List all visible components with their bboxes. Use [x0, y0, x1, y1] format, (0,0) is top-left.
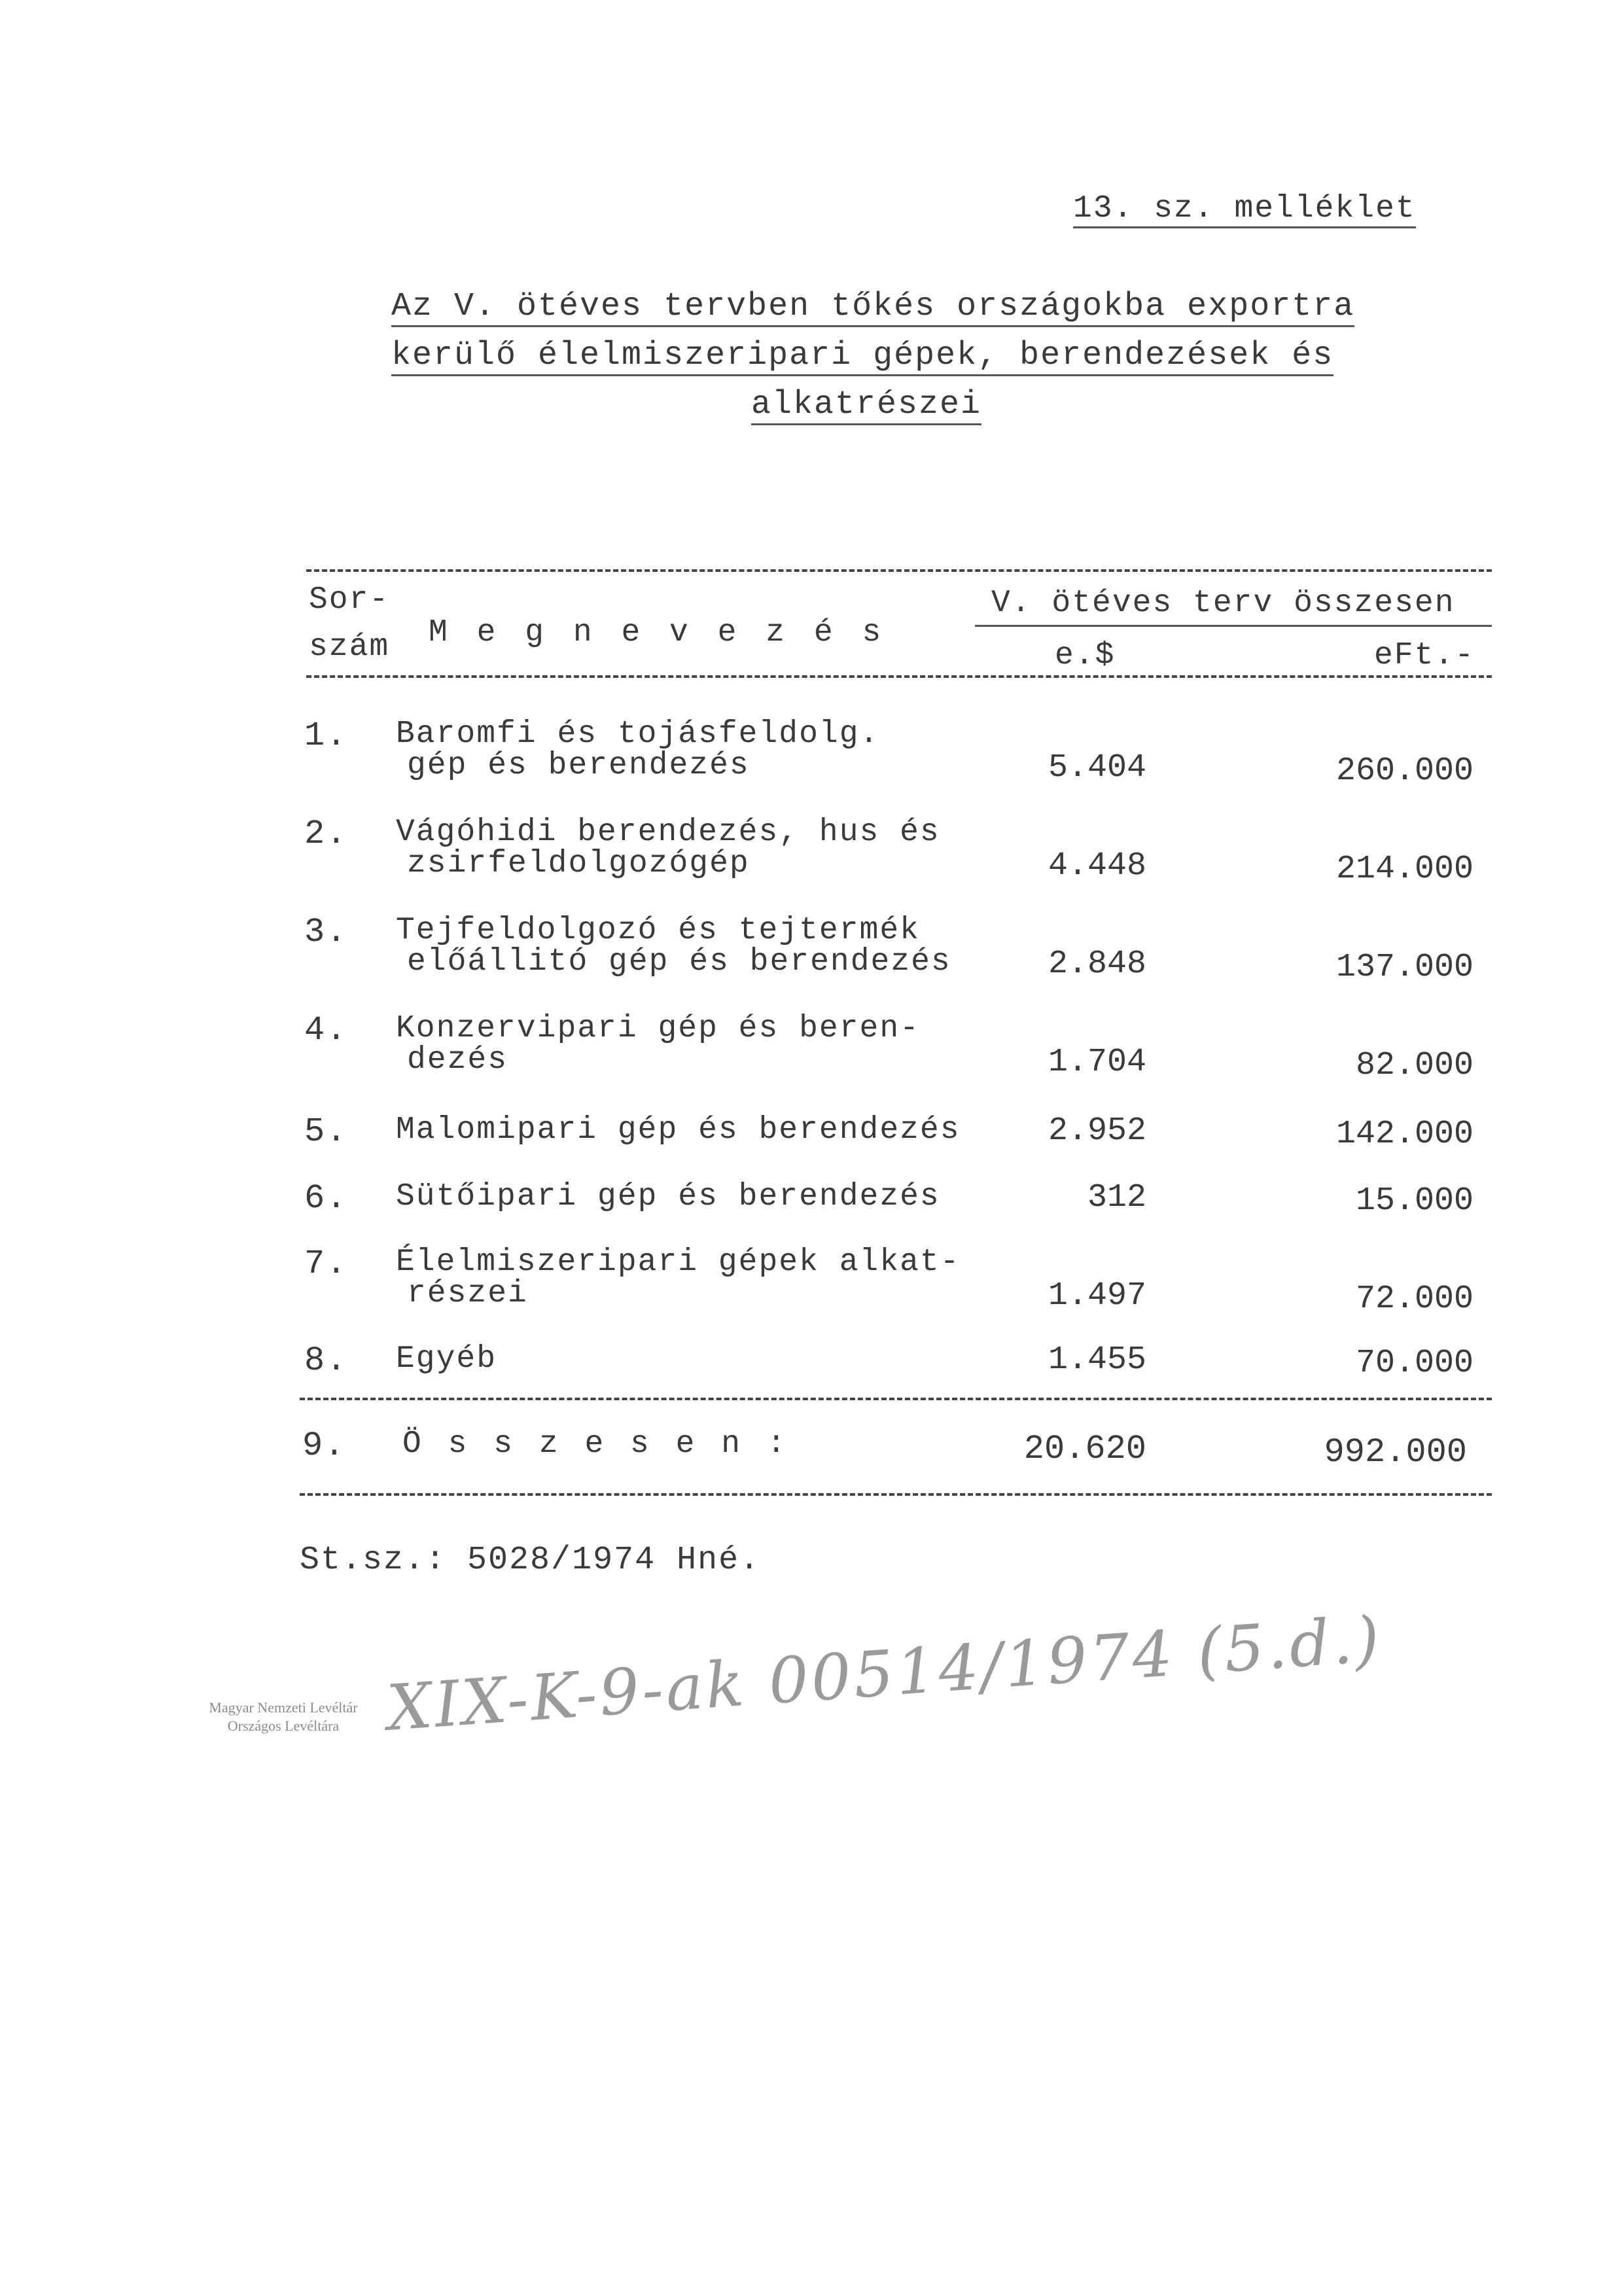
header-szam: szám: [309, 629, 390, 665]
row-eft: 260.000: [1335, 752, 1474, 790]
handwritten-signature: XIX-K-9-ak 00514/1974 (5.d.): [385, 1602, 1385, 1745]
row-usd: 2.952: [1048, 1112, 1146, 1150]
row-name: Élelmiszeripari gépek alkat-: [396, 1245, 961, 1280]
row-name-continued: előállitó gép és berendezés: [407, 944, 951, 980]
table-bottom-rule: [300, 1493, 1492, 1496]
row-number: 4.: [304, 1011, 348, 1050]
attachment-label: 13. sz. melléklet: [1073, 191, 1416, 228]
row-name: Konzervipari gép és beren-: [396, 1011, 920, 1046]
row-eft: 72.000: [1355, 1280, 1474, 1318]
title-line-3: alkatrészei: [751, 386, 981, 425]
title-line-1: Az V. ötéves tervben tőkés országokba exportra: [391, 288, 1354, 327]
header-col-usd: e.$: [1055, 638, 1116, 673]
header-group: V. ötéves terv összesen: [991, 586, 1455, 621]
row-name-continued: zsirfeldolgozógép: [407, 846, 750, 881]
row-name-continued: részei: [407, 1276, 528, 1311]
total-eft: 992.000: [1324, 1433, 1467, 1472]
row-number: 6.: [304, 1179, 348, 1218]
row-eft: 214.000: [1335, 851, 1474, 888]
row-name: Tejfeldolgozó és tejtermék: [396, 913, 920, 948]
header-col-eft: eFt.-: [1374, 638, 1475, 673]
total-top-rule: [300, 1398, 1492, 1400]
row-number: 8.: [304, 1341, 348, 1380]
row-name-continued: dezés: [407, 1042, 508, 1078]
row-usd: 2.848: [1048, 945, 1146, 983]
row-name: Sütőipari gép és berendezés: [396, 1179, 940, 1214]
title-line-2: kerülő élelmiszeripari gépek, berendezések és: [391, 337, 1333, 376]
header-bottom-rule: [306, 675, 1492, 678]
table-top-rule: [306, 569, 1492, 572]
archive-stamp: [175, 1699, 391, 1735]
row-usd: 5.404: [1048, 749, 1146, 786]
reference-number: St.sz.: 5028/1974 Hné.: [300, 1542, 761, 1579]
row-name: Baromfi és tojásfeldolg.: [396, 716, 880, 752]
row-usd: 1.497: [1048, 1277, 1146, 1315]
row-usd: 312: [1087, 1179, 1146, 1216]
row-number: 7.: [304, 1245, 348, 1283]
archive-stamp-line-2: Országos Levéltára: [227, 1718, 340, 1734]
row-number: 3.: [304, 913, 348, 951]
row-eft: 142.000: [1335, 1116, 1474, 1153]
row-usd: 4.448: [1048, 847, 1146, 885]
total-row-label: Ö s s z e s e n :: [402, 1426, 790, 1462]
total-usd: 20.620: [1023, 1430, 1146, 1468]
row-name: Vágóhidi berendezés, hus és: [396, 815, 940, 850]
header-sor: Sor-: [309, 582, 390, 618]
row-usd: 1.455: [1048, 1341, 1146, 1379]
row-eft: 70.000: [1355, 1345, 1474, 1382]
row-number: 5.: [304, 1112, 348, 1151]
row-usd: 1.704: [1048, 1044, 1146, 1081]
row-eft: 82.000: [1355, 1047, 1474, 1084]
total-row-number: 9.: [302, 1426, 346, 1465]
row-eft: 137.000: [1335, 949, 1474, 986]
row-eft: 15.000: [1355, 1182, 1474, 1220]
row-number: 2.: [304, 815, 348, 853]
header-name: M e g n e v e z é s: [429, 615, 887, 650]
row-name: Egyéb: [396, 1341, 497, 1377]
row-name-continued: gép és berendezés: [407, 748, 750, 783]
row-number: 1.: [304, 716, 348, 755]
header-group-underline: [975, 625, 1492, 627]
row-name: Malomipari gép és berendezés: [396, 1112, 961, 1148]
archive-stamp-line-1: Magyar Nemzeti Levéltár: [209, 1699, 358, 1716]
